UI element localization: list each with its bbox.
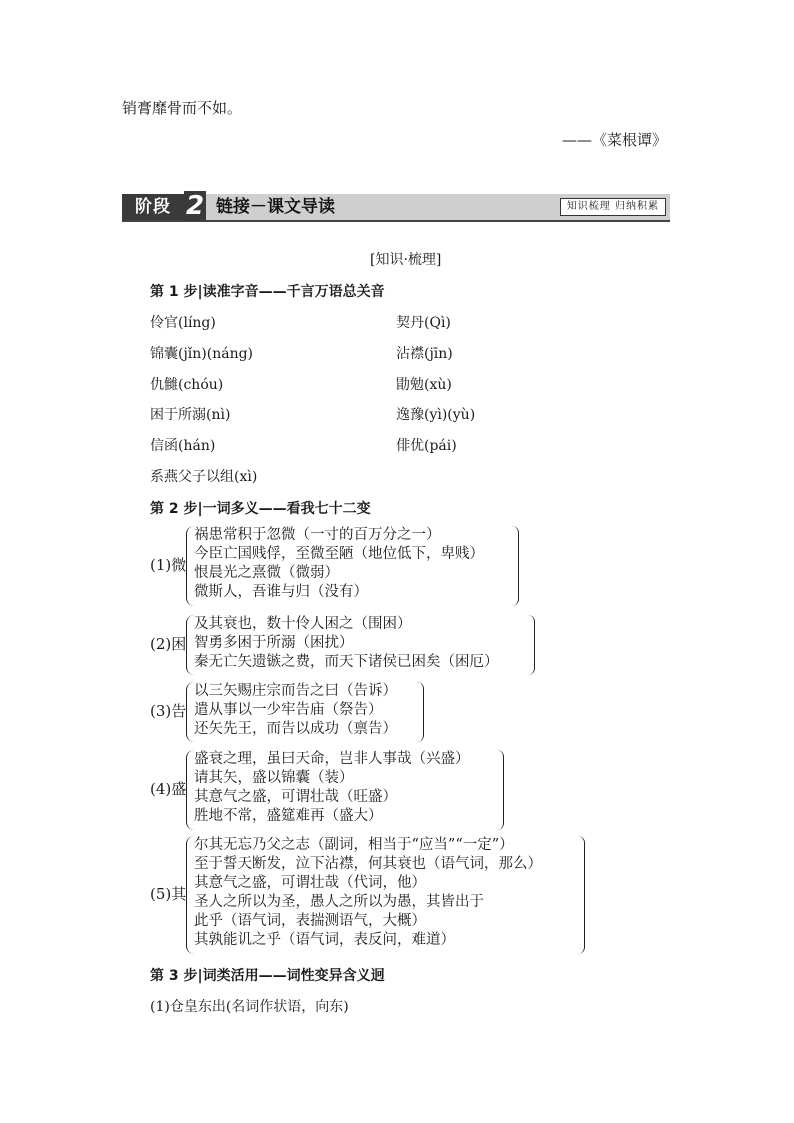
group-line: 恨晨光之熹微（微弱）	[194, 565, 339, 581]
group-line: 圣人之所以为圣，愚人之所以为愚，其皆出于	[194, 894, 484, 910]
step1-right-4: 俳优(pái)	[396, 438, 457, 454]
right-brace	[417, 682, 424, 742]
step1-right-1: 沾襟(jīn)	[396, 346, 453, 362]
group-line: 还矢先王，而告以成功（禀告）	[194, 721, 397, 737]
step1-left-4: 信函(hán)	[150, 438, 216, 454]
group-line: 微斯人，吾谁与归（没有）	[194, 584, 368, 600]
group-line: 其孰能讥之乎（语气词，表反问，难道）	[194, 932, 455, 948]
group-lines	[194, 526, 484, 602]
group-label: (4)盛	[150, 780, 187, 798]
step1-left-3: 困于所溺(nì)	[150, 407, 231, 423]
right-brace	[497, 750, 504, 830]
step1-heading: 第 1 步|读准字音——千言万语总关音	[150, 284, 385, 300]
group-line: 及其衰也，数十伶人困之（围困）	[194, 616, 412, 632]
group-lines	[194, 750, 470, 826]
group-label: (3)告	[150, 702, 187, 720]
quote-source: ——《菜根谭》	[562, 131, 668, 149]
group-line: 以三矢赐庄宗而告之曰（告诉）	[194, 683, 397, 699]
group-line: 智勇多困于所溺（困扰）	[194, 635, 354, 651]
section-title: [知识·梳理]	[370, 252, 442, 268]
group-line: 至于誓天断发，泣下沾襟，何其衰也（语气词，那么）	[194, 856, 542, 872]
step1-right-2: 勖勉(xù)	[396, 377, 452, 393]
group-lines	[194, 836, 542, 950]
polysemy-group-qi	[150, 836, 586, 954]
group-line: 遣从事以一少牢告庙（祭告）	[194, 702, 383, 718]
group-line: 盛衰之理，虽曰天命，岂非人事哉（兴盛）	[194, 751, 470, 767]
group-line: 尔其无忘乃父之志（副词，相当于“应当”“一定”）	[194, 837, 514, 853]
group-line: 此乎（语气词，表揣测语气，大概）	[194, 913, 426, 929]
stage-word: 阶段	[122, 194, 184, 220]
polysemy-group-kun	[150, 615, 535, 675]
stage-title: 链接－课文导读	[216, 197, 335, 217]
stage-tag: 知识梳理 归纳积累	[560, 198, 666, 216]
group-lines	[194, 682, 397, 739]
step1-left-1: 锦囊(jǐn)(náng)	[150, 346, 254, 362]
step1-left-0: 伶官(líng)	[150, 315, 216, 331]
polysemy-group-sheng	[150, 750, 505, 830]
step2-heading: 第 2 步|一词多义——看我七十二变	[150, 501, 371, 517]
right-brace	[528, 615, 535, 675]
group-lines	[194, 615, 499, 672]
group-line: 胜地不常，盛筵难再（盛大）	[194, 808, 383, 824]
stage-number: 2	[185, 191, 205, 221]
group-line: 其意气之盛，可谓壮哉（代词，他）	[194, 875, 426, 891]
stage-banner	[122, 191, 670, 222]
step3-heading: 第 3 步|词类活用——词性变异含义迥	[150, 968, 385, 984]
group-line: 请其矢，盛以锦囊（装）	[194, 770, 354, 786]
group-label: (2)困	[150, 635, 187, 653]
step1-right-3: 逸豫(yì)(yù)	[396, 407, 476, 423]
group-line: 祸患常积于忽微（一寸的百万分之一）	[194, 527, 441, 543]
step1-left-5: 系燕父子以组(xì)	[150, 469, 258, 485]
group-label: (1)微	[150, 556, 187, 574]
polysemy-group-gao	[150, 682, 425, 742]
polysemy-group-wei	[150, 526, 520, 606]
group-line: 今臣亡国贱俘，至微至陋（地位低下，卑贱）	[194, 546, 484, 562]
right-brace	[512, 526, 519, 606]
quote-tail: 销膏靡骨而不如。	[122, 99, 243, 117]
group-line: 其意气之盛，可谓壮哉（旺盛）	[194, 789, 397, 805]
group-label: (5)其	[150, 885, 187, 903]
step3-item-0: (1)仓皇东出(名词作状语，向东)	[150, 999, 349, 1015]
group-line: 秦无亡矢遗镞之费，而天下诸侯已困矣（困厄）	[194, 654, 499, 670]
step1-left-2: 仇雠(chóu)	[150, 377, 224, 393]
right-brace	[578, 836, 585, 954]
step1-right-0: 契丹(Qì)	[396, 315, 451, 331]
